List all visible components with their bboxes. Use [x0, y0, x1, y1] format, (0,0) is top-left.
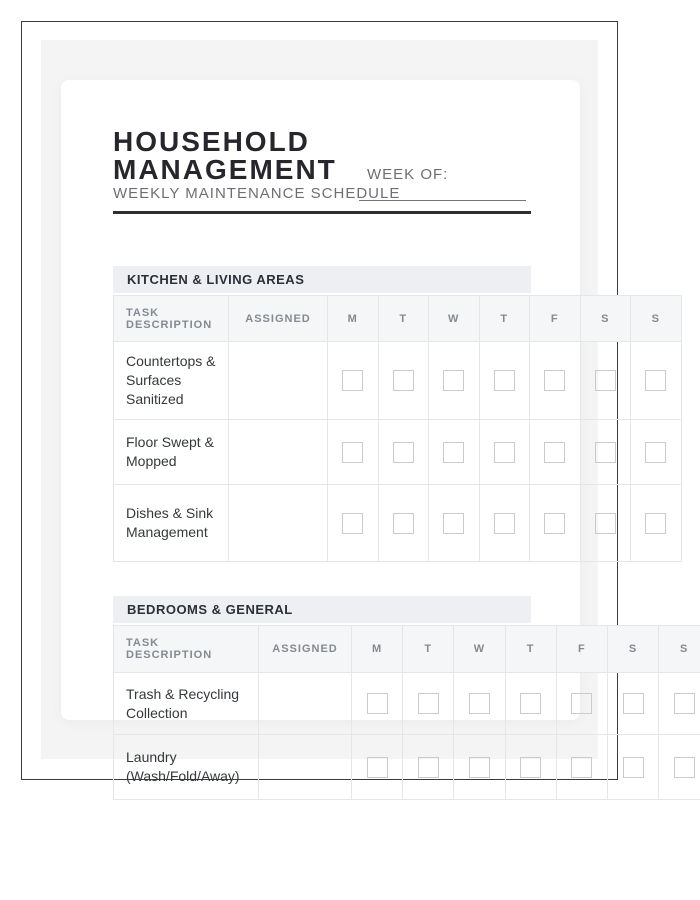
day-checkbox[interactable] — [645, 513, 666, 534]
day-checkbox[interactable] — [571, 693, 592, 714]
day-checkbox[interactable] — [544, 442, 565, 463]
day-cell — [530, 342, 581, 420]
day-cell — [403, 735, 454, 800]
day-cell — [352, 735, 403, 800]
schedule-table — [113, 295, 682, 562]
day-checkbox[interactable] — [544, 370, 565, 391]
document-subtitle: WEEKLY MAINTENANCE SCHEDULE — [113, 185, 401, 202]
day-cell — [607, 673, 658, 735]
column-header-assigned: ASSIGNED — [259, 626, 352, 673]
day-cell — [659, 673, 700, 735]
day-cell — [631, 342, 682, 420]
sections-container — [113, 266, 689, 800]
day-cell — [556, 673, 607, 735]
day-checkbox[interactable] — [674, 757, 695, 778]
column-header-task: TASK DESCRIPTION — [114, 626, 259, 673]
day-cell — [580, 342, 631, 420]
column-header-day: T — [403, 626, 454, 673]
day-checkbox[interactable] — [367, 693, 388, 714]
page-margin-panel — [41, 40, 689, 784]
task-description-cell: Dishes & Sink Management — [114, 485, 229, 562]
day-checkbox[interactable] — [443, 370, 464, 391]
document-card — [61, 80, 689, 784]
column-header-day: T — [479, 296, 530, 342]
day-checkbox[interactable] — [595, 442, 616, 463]
assigned-cell — [259, 673, 352, 735]
day-cell — [607, 735, 658, 800]
day-cell — [530, 420, 581, 485]
table-row — [114, 485, 682, 562]
day-cell — [454, 735, 505, 800]
day-checkbox[interactable] — [367, 757, 388, 778]
day-checkbox[interactable] — [520, 757, 541, 778]
column-header-day: S — [631, 296, 682, 342]
day-cell — [403, 673, 454, 735]
day-cell — [631, 420, 682, 485]
day-cell — [429, 420, 480, 485]
column-header-day: W — [429, 296, 480, 342]
day-checkbox[interactable] — [623, 693, 644, 714]
table-row — [114, 420, 682, 485]
table-header-row — [114, 626, 700, 673]
column-header-day: F — [530, 296, 581, 342]
day-cell — [631, 485, 682, 562]
day-cell — [454, 673, 505, 735]
week-of-label: WEEK OF: — [367, 166, 449, 183]
schedule-section — [113, 596, 689, 800]
schedule-section — [113, 266, 660, 562]
column-header-assigned: ASSIGNED — [229, 296, 328, 342]
day-cell — [352, 673, 403, 735]
document-header — [113, 128, 531, 203]
day-cell — [328, 420, 379, 485]
column-header-day: M — [328, 296, 379, 342]
day-cell — [429, 342, 480, 420]
day-checkbox[interactable] — [595, 370, 616, 391]
day-cell — [479, 420, 530, 485]
day-cell — [505, 735, 556, 800]
schedule-table — [113, 625, 700, 800]
week-of-field — [359, 165, 531, 203]
day-checkbox[interactable] — [494, 442, 515, 463]
day-checkbox[interactable] — [469, 693, 490, 714]
day-checkbox[interactable] — [418, 757, 439, 778]
assigned-cell — [259, 735, 352, 800]
assigned-cell — [229, 342, 328, 420]
column-header-day: M — [352, 626, 403, 673]
day-checkbox[interactable] — [645, 370, 666, 391]
column-header-day: S — [659, 626, 700, 673]
day-checkbox[interactable] — [342, 370, 363, 391]
column-header-day: W — [454, 626, 505, 673]
table-row — [114, 342, 682, 420]
day-cell — [505, 673, 556, 735]
day-cell — [378, 485, 429, 562]
table-row — [114, 673, 700, 735]
column-header-day: T — [505, 626, 556, 673]
table-row — [114, 735, 700, 800]
day-cell — [479, 485, 530, 562]
day-cell — [328, 485, 379, 562]
column-header-day: F — [556, 626, 607, 673]
day-cell — [378, 342, 429, 420]
day-checkbox[interactable] — [443, 442, 464, 463]
section-header: BEDROOMS & GENERAL — [113, 596, 531, 623]
document-title: HOUSEHOLD MANAGEMENT — [113, 126, 337, 185]
day-cell — [429, 485, 480, 562]
column-header-task: TASK DESCRIPTION — [114, 296, 229, 342]
day-checkbox[interactable] — [393, 442, 414, 463]
task-description-cell: Floor Swept & Mopped — [114, 420, 229, 485]
task-description-cell: Countertops & Surfaces Sanitized — [114, 342, 229, 420]
column-header-day: S — [580, 296, 631, 342]
day-checkbox[interactable] — [342, 513, 363, 534]
day-checkbox[interactable] — [571, 757, 592, 778]
document-content — [113, 126, 689, 800]
column-header-day: S — [607, 626, 658, 673]
title-block — [113, 126, 401, 203]
day-cell — [580, 485, 631, 562]
day-checkbox[interactable] — [443, 513, 464, 534]
day-cell — [556, 735, 607, 800]
outer-page — [21, 21, 689, 784]
day-checkbox[interactable] — [645, 442, 666, 463]
day-cell — [659, 735, 700, 800]
day-cell — [328, 342, 379, 420]
week-of-blank-line: ____________________ — [359, 185, 526, 202]
day-checkbox[interactable] — [623, 757, 644, 778]
task-description-cell: Laundry (Wash/Fold/Away) — [114, 735, 259, 800]
assigned-cell — [229, 420, 328, 485]
column-header-day: T — [378, 296, 429, 342]
day-checkbox[interactable] — [494, 370, 515, 391]
day-cell — [378, 420, 429, 485]
section-header: KITCHEN & LIVING AREAS — [113, 266, 531, 293]
day-checkbox[interactable] — [418, 693, 439, 714]
day-cell — [580, 420, 631, 485]
day-checkbox[interactable] — [544, 513, 565, 534]
day-checkbox[interactable] — [393, 513, 414, 534]
day-cell — [530, 485, 581, 562]
assigned-cell — [229, 485, 328, 562]
table-header-row — [114, 296, 682, 342]
day-checkbox[interactable] — [595, 513, 616, 534]
day-checkbox[interactable] — [494, 513, 515, 534]
day-checkbox[interactable] — [342, 442, 363, 463]
day-checkbox[interactable] — [393, 370, 414, 391]
task-description-cell: Trash & Recycling Collection — [114, 673, 259, 735]
day-checkbox[interactable] — [469, 757, 490, 778]
day-checkbox[interactable] — [674, 693, 695, 714]
day-checkbox[interactable] — [520, 693, 541, 714]
day-cell — [479, 342, 530, 420]
header-divider — [113, 211, 531, 214]
